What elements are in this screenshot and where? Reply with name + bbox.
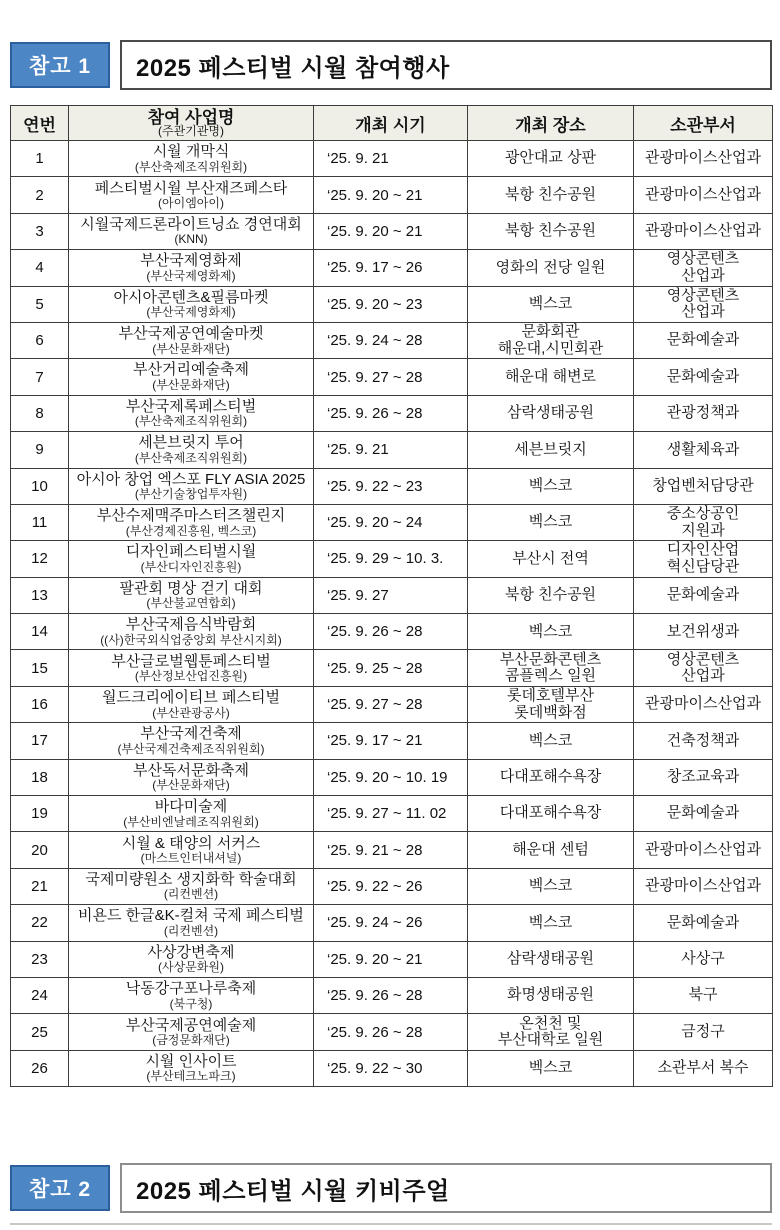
row-number: 4: [11, 250, 69, 286]
table-row: [11, 359, 773, 395]
event-venue: 문화회관 해운대,시민회관: [468, 322, 634, 358]
row-number: 26: [11, 1050, 69, 1086]
event-period: ‘25. 9. 24 ~ 28: [314, 322, 468, 358]
event-venue: 벡스코: [468, 504, 634, 540]
event-dept: 문화예술과: [634, 796, 773, 832]
event-period: ‘25. 9. 27 ~ 28: [314, 359, 468, 395]
event-venue: 삼락생태공원: [468, 395, 634, 431]
event-name-cell: 부산국제영화제 (부산국제영화제): [69, 250, 314, 286]
event-period: ‘25. 9. 27: [314, 577, 468, 613]
row-number: 13: [11, 577, 69, 613]
event-dept: 관광마이스산업과: [634, 868, 773, 904]
event-period: ‘25. 9. 26 ~ 28: [314, 977, 468, 1013]
event-venue: 롯데호텔부산 롯데백화점: [468, 686, 634, 722]
event-period: ‘25. 9. 27 ~ 28: [314, 686, 468, 722]
section2-title: 2025 페스티벌 시월 키비주얼: [120, 1163, 772, 1213]
event-name-cell: 부산글로벌웹툰페스티벌 (부산정보산업진흥원): [69, 650, 314, 686]
event-dept: 금정구: [634, 1014, 773, 1050]
table-row: [11, 868, 773, 904]
row-number: 19: [11, 796, 69, 832]
table-row: [11, 322, 773, 358]
event-venue: 화명생태공원: [468, 977, 634, 1013]
event-venue: 다대포해수욕장: [468, 759, 634, 795]
table-row: [11, 977, 773, 1013]
event-venue: 삼락생태공원: [468, 941, 634, 977]
event-period: ‘25. 9. 20 ~ 21: [314, 213, 468, 249]
event-period: ‘25. 9. 26 ~ 28: [314, 1014, 468, 1050]
table-row: [11, 650, 773, 686]
event-name-cell: 팔관회 명상 걷기 대회 (부산불교연합회): [69, 577, 314, 613]
table-body: [11, 141, 773, 1087]
event-dept: 문화예술과: [634, 359, 773, 395]
table-row: [11, 614, 773, 650]
event-dept: 관광마이스산업과: [634, 686, 773, 722]
col-header-period: 개최 시기: [314, 106, 468, 141]
row-number: 12: [11, 541, 69, 577]
event-venue: 세븐브릿지: [468, 432, 634, 468]
event-dept: 사상구: [634, 941, 773, 977]
event-dept: 소관부서 복수: [634, 1050, 773, 1086]
section2-header: [10, 1163, 772, 1213]
row-number: 3: [11, 213, 69, 249]
event-name-cell: 비욘드 한글&K-컬쳐 국제 페스티벌 (리컨벤션): [69, 905, 314, 941]
event-dept: 관광마이스산업과: [634, 177, 773, 213]
event-period: ‘25. 9. 21: [314, 141, 468, 177]
event-venue: 벡스코: [468, 723, 634, 759]
event-venue: 벡스코: [468, 905, 634, 941]
event-name-cell: 시월 인사이트 (부산테크노파크): [69, 1050, 314, 1086]
event-dept: 영상콘텐츠 산업과: [634, 650, 773, 686]
event-venue: 북항 친수공원: [468, 177, 634, 213]
event-venue: 벡스코: [468, 286, 634, 322]
event-name-cell: 시월 개막식 (부산축제조직위원회): [69, 141, 314, 177]
table-row: [11, 905, 773, 941]
event-dept: 건축정책과: [634, 723, 773, 759]
row-number: 20: [11, 832, 69, 868]
event-dept: 관광마이스산업과: [634, 141, 773, 177]
table-row: [11, 177, 773, 213]
event-dept: 관광정책과: [634, 395, 773, 431]
event-name-cell: 부산거리예술축제 (부산문화재단): [69, 359, 314, 395]
event-period: ‘25. 9. 29 ~ 10. 3.: [314, 541, 468, 577]
event-venue: 다대포해수욕장: [468, 796, 634, 832]
event-period: ‘25. 9. 20 ~ 21: [314, 177, 468, 213]
table-header-row: [11, 106, 773, 141]
event-name-cell: 시월 & 태양의 서커스 (마스트인터내셔널): [69, 832, 314, 868]
event-dept: 북구: [634, 977, 773, 1013]
event-dept: 문화예술과: [634, 322, 773, 358]
event-period: ‘25. 9. 17 ~ 26: [314, 250, 468, 286]
reference2-badge: 참고 2: [10, 1165, 110, 1211]
event-period: ‘25. 9. 21 ~ 28: [314, 832, 468, 868]
row-number: 5: [11, 286, 69, 322]
row-number: 15: [11, 650, 69, 686]
col-header-name-sub: (주관기관명): [158, 124, 224, 139]
event-venue: 해운대 해변로: [468, 359, 634, 395]
table-row: [11, 832, 773, 868]
event-venue: 온천천 및 부산대학로 일원: [468, 1014, 634, 1050]
event-venue: 북항 친수공원: [468, 577, 634, 613]
event-name-cell: 세븐브릿지 투어 (부산축제조직위원회): [69, 432, 314, 468]
event-period: ‘25. 9. 22 ~ 30: [314, 1050, 468, 1086]
event-period: ‘25. 9. 27 ~ 11. 02: [314, 796, 468, 832]
table-row: [11, 577, 773, 613]
row-number: 2: [11, 177, 69, 213]
event-name-cell: 아시아 창업 엑스포 FLY ASIA 2025 (부산기술창업투자원): [69, 468, 314, 504]
col-header-venue: 개최 장소: [468, 106, 634, 141]
event-name-cell: 월드크리에이티브 페스티벌 (부산관광공사): [69, 686, 314, 722]
table-row: [11, 941, 773, 977]
row-number: 21: [11, 868, 69, 904]
table-row: [11, 541, 773, 577]
event-name-cell: 낙동강구포나루축제 (북구청): [69, 977, 314, 1013]
section1-title: 2025 페스티벌 시월 참여행사: [120, 40, 772, 90]
col-header-name-main: 참여 사업명: [147, 107, 235, 127]
table-row: [11, 796, 773, 832]
event-name-cell: 디자인페스티벌시월 (부산디자인진흥원): [69, 541, 314, 577]
event-dept: 창업벤처담당관: [634, 468, 773, 504]
table-row: [11, 1014, 773, 1050]
event-venue: 벡스코: [468, 868, 634, 904]
table-row: [11, 432, 773, 468]
row-number: 24: [11, 977, 69, 1013]
events-table: [10, 105, 773, 1087]
event-period: ‘25. 9. 20 ~ 10. 19: [314, 759, 468, 795]
event-dept: 관광마이스산업과: [634, 832, 773, 868]
event-venue: 북항 친수공원: [468, 213, 634, 249]
row-number: 25: [11, 1014, 69, 1050]
row-number: 9: [11, 432, 69, 468]
table-row: [11, 686, 773, 722]
event-venue: 벡스코: [468, 614, 634, 650]
row-number: 18: [11, 759, 69, 795]
event-dept: 영상콘텐츠 산업과: [634, 250, 773, 286]
event-name-cell: 부산국제록페스티벌 (부산축제조직위원회): [69, 395, 314, 431]
table-row: [11, 213, 773, 249]
event-name-cell: 부산독서문화축제 (부산문화재단): [69, 759, 314, 795]
table-row: [11, 468, 773, 504]
event-name-cell: 사상강변축제 (사상문화원): [69, 941, 314, 977]
event-name-cell: 바다미술제 (부산비엔날레조직위원회): [69, 796, 314, 832]
event-name-cell: 부산국제건축제 (부산국제건축제조직위원회): [69, 723, 314, 759]
table-row: [11, 504, 773, 540]
row-number: 22: [11, 905, 69, 941]
event-name-cell: 아시아콘텐츠&필름마켓 (부산국제영화제): [69, 286, 314, 322]
event-venue: 영화의 전당 일원: [468, 250, 634, 286]
col-header-dept: 소관부서: [634, 106, 773, 141]
table-row: [11, 286, 773, 322]
section1-header: [10, 40, 772, 90]
event-dept: 디자인산업 혁신담당관: [634, 541, 773, 577]
row-number: 23: [11, 941, 69, 977]
row-number: 14: [11, 614, 69, 650]
event-period: ‘25. 9. 25 ~ 28: [314, 650, 468, 686]
col-header-no: 연번: [11, 106, 69, 141]
event-venue: 부산문화콘텐츠 콤플렉스 일원: [468, 650, 634, 686]
table-row: [11, 141, 773, 177]
event-period: ‘25. 9. 20 ~ 21: [314, 941, 468, 977]
event-dept: 생활체육과: [634, 432, 773, 468]
table-row: [11, 759, 773, 795]
row-number: 16: [11, 686, 69, 722]
event-period: ‘25. 9. 22 ~ 26: [314, 868, 468, 904]
table-row: [11, 723, 773, 759]
event-name-cell: 국제미량원소 생지화학 학술대회 (리컨벤션): [69, 868, 314, 904]
event-period: ‘25. 9. 26 ~ 28: [314, 614, 468, 650]
event-period: ‘25. 9. 20 ~ 23: [314, 286, 468, 322]
event-venue: 벡스코: [468, 468, 634, 504]
row-number: 17: [11, 723, 69, 759]
event-name-cell: 부산국제공연예술마켓 (부산문화재단): [69, 322, 314, 358]
row-number: 1: [11, 141, 69, 177]
event-period: ‘25. 9. 22 ~ 23: [314, 468, 468, 504]
event-period: ‘25. 9. 17 ~ 21: [314, 723, 468, 759]
reference1-badge: 참고 1: [10, 42, 110, 88]
event-venue: 해운대 센텀: [468, 832, 634, 868]
event-dept: 창조교육과: [634, 759, 773, 795]
event-name-cell: 부산수제맥주마스터즈챌린지 (부산경제진흥원, 벡스코): [69, 504, 314, 540]
event-period: ‘25. 9. 21: [314, 432, 468, 468]
event-name-cell: 부산국제음식박람회 ((사)한국외식업중앙회 부산시지회): [69, 614, 314, 650]
event-dept: 보건위생과: [634, 614, 773, 650]
event-dept: 중소상공인 지원과: [634, 504, 773, 540]
event-venue: 벡스코: [468, 1050, 634, 1086]
row-number: 11: [11, 504, 69, 540]
event-dept: 문화예술과: [634, 905, 773, 941]
col-header-name: [69, 106, 314, 141]
event-dept: 문화예술과: [634, 577, 773, 613]
row-number: 6: [11, 322, 69, 358]
event-venue: 부산시 전역: [468, 541, 634, 577]
next-box-edge: [10, 1223, 772, 1225]
row-number: 10: [11, 468, 69, 504]
event-dept: 영상콘텐츠 산업과: [634, 286, 773, 322]
event-period: ‘25. 9. 20 ~ 24: [314, 504, 468, 540]
event-dept: 관광마이스산업과: [634, 213, 773, 249]
event-name-cell: 부산국제공연예술제 (금정문화재단): [69, 1014, 314, 1050]
table-row: [11, 1050, 773, 1086]
row-number: 7: [11, 359, 69, 395]
event-name-cell: 페스티벌시월 부산재즈페스타 (아이엠아이): [69, 177, 314, 213]
event-name-cell: 시월국제드론라이트닝쇼 경연대회 (KNN): [69, 213, 314, 249]
event-period: ‘25. 9. 26 ~ 28: [314, 395, 468, 431]
event-period: ‘25. 9. 24 ~ 26: [314, 905, 468, 941]
table-row: [11, 395, 773, 431]
row-number: 8: [11, 395, 69, 431]
table-row: [11, 250, 773, 286]
event-venue: 광안대교 상판: [468, 141, 634, 177]
